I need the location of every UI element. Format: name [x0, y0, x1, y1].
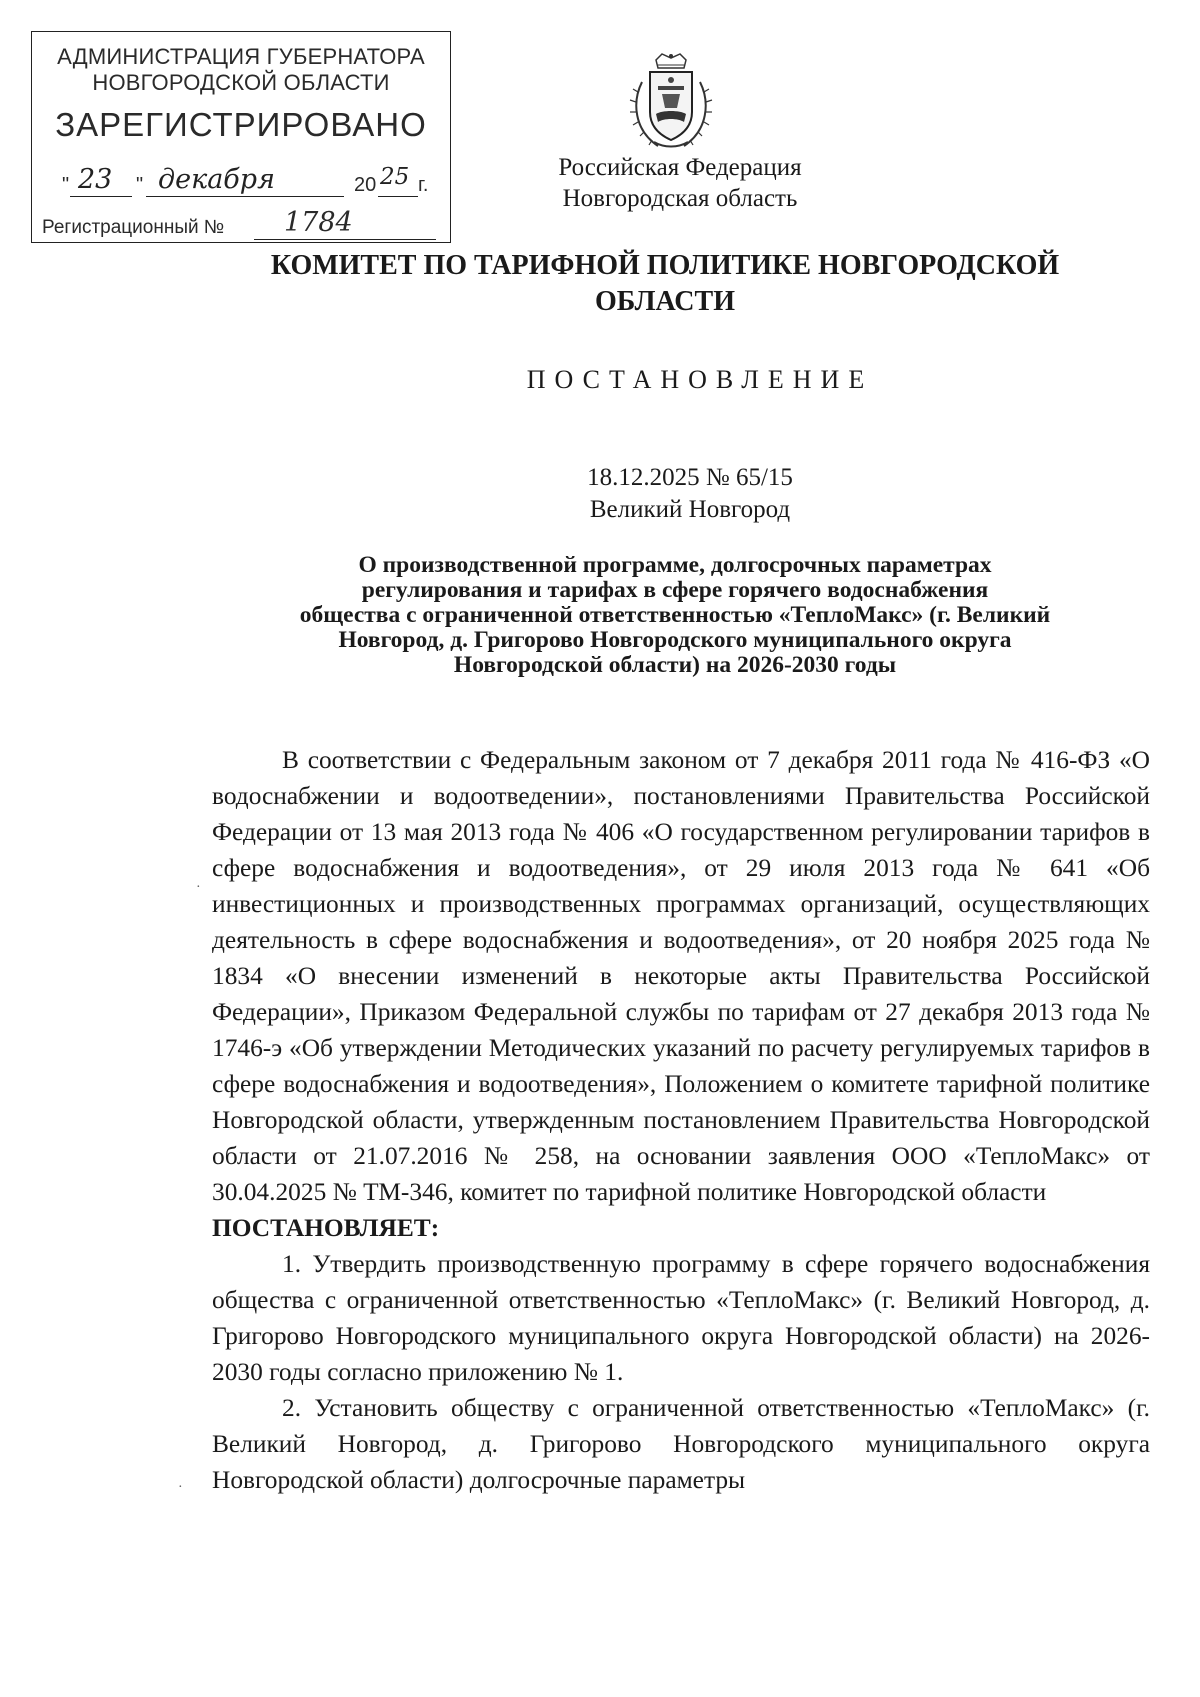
- stamp-reg-label: Регистрационный №: [42, 217, 225, 238]
- body-item-2: 2. Установить обществу с ограниченной ответственностью «ТеплоМакс» (г. Великий Новгород, д. Григорово Новгородского муниципального округа Новгородской области) долгосрочные параметры: [212, 1394, 1150, 1494]
- registration-stamp: [31, 31, 451, 243]
- stamp-registered: ЗАРЕГИСТРИРОВАНО: [55, 106, 427, 143]
- body-item-1: 1. Утвердить производственную программу в сфере горячего водоснабжения общества с ограниченной ответственностью «ТеплоМакс» (г. Великий Новгород, д. Григорово Новгородского муниципального округа Новгородской области) на 2026-2030 годы согласно приложению № 1.: [212, 1250, 1150, 1386]
- document-type: ПОСТАНОВЛЕНИЕ: [526, 365, 874, 394]
- scan-mark: ·: [196, 880, 201, 895]
- subject-line1: О производственной программе, долгосрочных параметрах: [358, 552, 992, 578]
- document-body: [212, 742, 1150, 1498]
- header-region: Новгородская область: [562, 185, 798, 212]
- stamp-day: 23: [78, 164, 113, 195]
- stamp-reg-number: [42, 207, 436, 243]
- coat-of-arms-icon: [628, 52, 714, 152]
- subject-line4: Новгород, д. Григорово Новгородского муниципального округа: [338, 627, 1012, 653]
- stamp-authority-line1: АДМИНИСТРАЦИЯ ГУБЕРНАТОРА: [57, 44, 425, 69]
- committee-line1: КОМИТЕТ ПО ТАРИФНОЙ ПОЛИТИКЕ НОВГОРОДСКОЙ: [270, 250, 1060, 281]
- stamp-reg-value: 1784: [284, 207, 353, 238]
- stamp-year-prefix: 20: [354, 174, 377, 196]
- document-date-number: 18.12.2025 № 65/15: [587, 464, 793, 491]
- committee-title: [230, 248, 1100, 320]
- stamp-year-g: г.: [418, 174, 429, 196]
- stamp-month: декабря: [158, 164, 275, 195]
- document-city: Великий Новгород: [589, 496, 791, 523]
- subject-line2: регулирования и тарифах в сфере горячего водоснабжения: [361, 577, 989, 603]
- subject-line5: Новгородской области) на 2026-2030 годы: [453, 652, 897, 678]
- stamp-reg-line: [254, 207, 436, 240]
- stamp-authority-line2: НОВГОРОДСКОЙ ОБЛАСТИ: [92, 70, 390, 95]
- stamp-authority: [32, 44, 450, 96]
- header-country: Российская Федерация: [558, 154, 802, 181]
- document-subject: [200, 553, 1150, 678]
- body-decree: ПОСТАНОВЛЯЕТ:: [212, 1214, 440, 1242]
- document-date-block: [480, 462, 900, 526]
- subject-line3: общества с ограниченной ответственностью «ТеплоМакс» (г. Великий: [299, 602, 1051, 628]
- stamp-year-suffix: 25: [380, 164, 410, 190]
- scan-mark: ·: [178, 1480, 183, 1495]
- stamp-date: " 23 " декабря 20 25 г.: [62, 164, 429, 196]
- body-preamble: В соответствии с Федеральным законом от 7 декабря 2011 года № 416-ФЗ «О водоснабжении и водоотведении», постановлениями Правительства Российской Федерации от 13 мая 2013 года № 406 «О государственном регулировании тарифов в сфере водоснабжения и водоотведения», от 29 июля 2013 года № 641 «Об инвестиционных и производственных программах организаций, осуществляющих деятельность в сфере водоснабжения и водоотведения», от 20 ноября 2025 года № 1834 «О внесении изменений в некоторые акты Правительства Российской Федерации», Приказом Федеральной службы по тарифам от 27 декабря 2013 года № 1746-э «Об утверждении Методических указаний по расчету регулируемых тарифов в сфере водоснабжения и водоотведения», Положением о комитете тарифной политике Новгородской области, утвержденным постановлением Правительства Новгородской области от 21.07.2016 № 258, на основании заявления ООО «ТеплоМакс» от 30.04.2025 № ТМ-346, комитет по тарифной политике Новгородской области: [212, 746, 1150, 1206]
- header-country-region: [540, 152, 820, 214]
- committee-line2: ОБЛАСТИ: [595, 286, 735, 317]
